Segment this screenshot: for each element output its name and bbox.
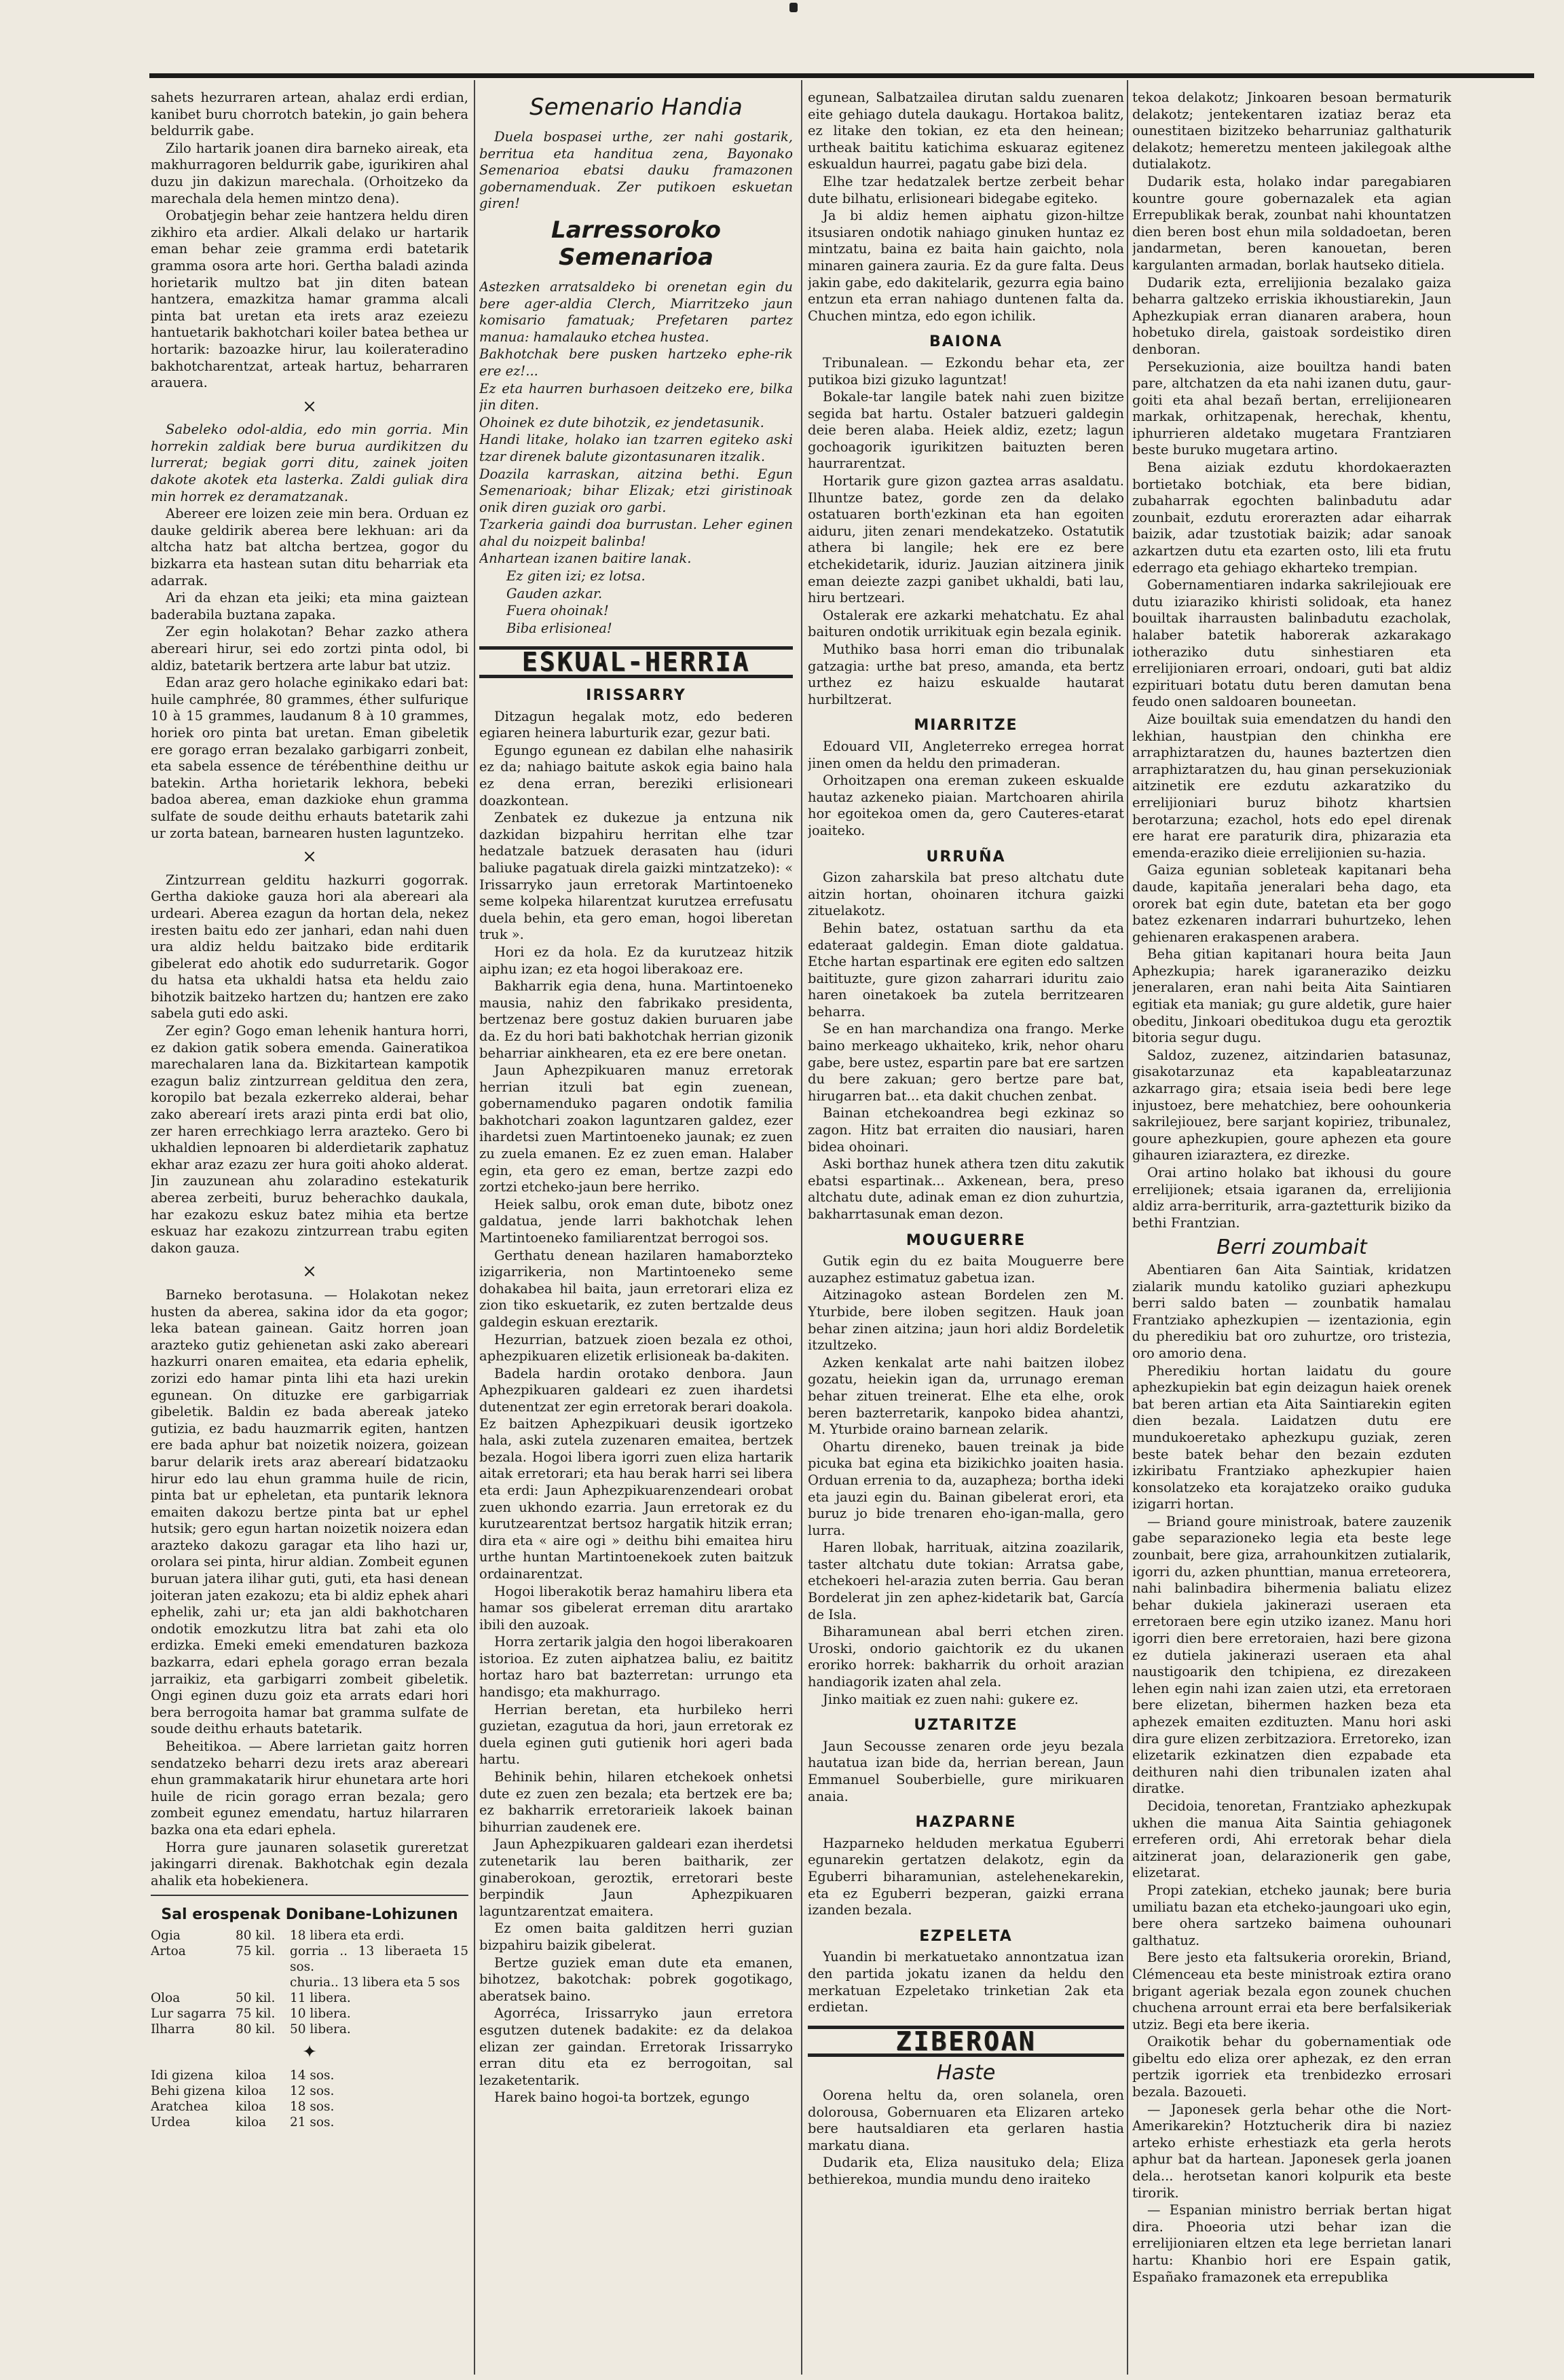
paragraph: Tribunalean. — Ezkondu behar eta, zer putikoa bizi gizuko laguntzat! <box>808 354 1124 388</box>
paragraph: Horra gure jaunaren solasetik gureretzat jakingarri direnak. Bakhotchak egin dezala ahalik eta hobekienera. <box>151 1839 468 1889</box>
paragraph: Abereer ere loizen zeie min bera. Orduan ez dauke geldirik aberea bere lekhuan: ari da altcha hatz bat altcha bertzea, gogor du bizkarra eta hastean sutan ditu beharriak eta adarrak. <box>151 506 468 589</box>
paragraph: Behin batez, ostatuan sarthu da eta edateraat galdegin. Eman diote galdatua. Etche hartan espartinak ere egiten edo saltzen baitituzte, gure gizon zaharrari iduritu zaio haren oinetakoek ba zutela berritzearen beharra. <box>808 920 1124 1020</box>
paragraph: Abentiaren 6an Aita Saintiak, kridatzen zialarik mundu katoliko guziari aphezkupu berri saldo baten — zounbatik hamalau Frantziako aphezkupien — izentazionia, egin du pheredikiu bat oro zuhurtze, oro tristezia, oro amorio dena. <box>1132 1261 1451 1361</box>
table-cell: 50 kil. <box>236 1990 276 2005</box>
paragraph: Horra zertarik jalgia den hogoi liberakoaren istorioa. Ez zuten aiphatzea baliu, ez baititz hortaz haro bat bazterretan: urrungo eta handisgo; eta makhurrago. <box>479 1634 793 1700</box>
paragraph: — Briand goure ministroak, batere zauzenik gabe separazioneko legia eta beste lege zounbait, bere giza, arrahounkitzen zutialarik, igorri du, azken phunttian, manua erreteorera, nahi balinbadira bihermenia baliatu elizez behar dukiela jakinerazi useraen eta erretoraen bere egin utziko izanez. Manu hori igorri dien bere erretoraien, hazi bere gizona ez dutiela jakinerazi useraen eta ahal naustigoarik den tchipiena, ez direzakeen lehen egin nahi izan zaien utzi, eta erretoraen bere elizetan, bihermen hazken beza eta aphezek emaiten ezdituzten. Manu hori aski dira gure elizen zerbitzaziora. Erretoreko, izan elizetarik ezkinatzen dien ezpabade eta deithuren nahi dien tribunalen izaten ahal diratke. <box>1132 1513 1451 1797</box>
column-divider <box>1127 80 1128 2375</box>
paragraph: Barneko berotasuna. — Holakotan nekez husten da aberea, sakina idor da eta gogor; leka batean gainean. Gaitz horren joan arazteko gutiz gehienetan aski zako abereari hazkurri onaren emaitea, eta edaria ephelik, zorizi edo hamar pinta lihi eta hazi urekin egunean. On dituzke ere garbigarriak gibeletik. Baldin ez bada abereak jateko gutizia, ez badu hauzmarrik egiten, hantzen ere bada aphur bat noizetik noizera, goizean barur delarik irets araz aberearí bidatzaoku hirur edo lau ehun gramma huile de ricin, pinta bat ur epheletan, eta puntarik leknora emaiten dakozu bertze pinta bat ur ephel hutsik; gero egun hartan noizetik noizera edan arazteko dakozu garagar eta liho hazi ur, orolara sei pinta, hirur aldian. Zombeit egunen buruan jatera ilihar guti, guti, eta hasi denean joiteran jaten ezakozu; eta bi aldiz ephek ahari ephelik, zahi ur; eta jan aldi bakhotcharen ondotik emozkutzu litra bat zahi eta olo erdizka. Emeki emeki emendaturen bazkoza bazkarra, edari ephela gorago erran bezala jarraikiz, eta garbigarri zombeit gibeletik. Ongi eginen duzu goiz eta arrats edari hori bera berrogoita hamar bat gramma sulfate de soude deithu erhauts batetarik. <box>151 1286 468 1737</box>
paragraph: Behinik behin, hilaren etchekoek onhetsi dute ez zuen zen bezala; eta bertzek ere ba; ez bakharrik erretorarieik lakoek bainan bihurrian zaudenek ere. <box>479 1769 793 1835</box>
table-cell: Ogia <box>151 1928 181 1943</box>
table-cell: Lur sagarra <box>151 2006 227 2021</box>
table-row <box>151 2068 468 2083</box>
section-banner: ESKUAL-HERRIA <box>479 646 793 678</box>
poem-line: Gauden azkar. <box>506 585 603 601</box>
section-heading: URRUÑA <box>926 848 1006 866</box>
paragraph: Dudarik ezta, errelijionia bezalako gaiza beharra galtzeko erriskia ikhoustiarekin, Jaun Aphezkupiak erran dianaren arabera, houn hobetuko direla, gaistoak sordeistiko diren denboran. <box>1132 274 1451 357</box>
paragraph: Oraikotik behar du gobernamentiak ode gibeltu edo eliza orer aphezak, ez den erran pertzik igorriek eta trenbidezko errosari bezala. Bazoueti. <box>1132 2034 1451 2100</box>
paragraph: Bere jesto eta faltsukeria ororekin, Briand, Clémenceau eta beste ministroak eztira orano brigant ageriak bezala egon zounek chuchen chuchena arrount errai eta bere berfalsikeriak utziz. Begi eta bere ikeria. <box>1132 1950 1451 2032</box>
paragraph: Hori ez da hola. Ez da kurutzeaz hitzik aiphu izan; ez eta hogoi liberakoaz ere. <box>479 944 793 977</box>
paragraph: Edouard VII, Angleterreko erregea horrat jinen omen da heldu den primaderan. <box>808 738 1124 771</box>
paragraph: Bertze guziek eman dute eta emanen, bihotzez, bakotchak: pobrek gogotikago, aberatsek baino. <box>479 1954 793 2004</box>
table-cell: kiloa <box>236 2115 267 2130</box>
paragraph: Duela bospasei urthe, zer nahi gostarik, berritua eta handitua zena, Bayonako Semenarioa ebatsi dauku framazonen gobernamenduak. Zer putikoen eskuetan giren! <box>479 129 793 212</box>
column-divider <box>801 80 802 2375</box>
table-cell <box>236 1975 290 1990</box>
paragraph: Jaun Secousse zenaren orde jeyu bezala hautatua izan bide da, herrian berean, Jaun Emmanuel Souberbielle, gure mirikuaren anaia. <box>808 1738 1124 1804</box>
table-row <box>151 1928 468 1944</box>
table-cell: Idi gizena <box>151 2068 214 2083</box>
poem-line: Ez giten izi; ez lotsa. <box>506 568 646 584</box>
paragraph: Yuandin bi merkatuetako annontzatua izan den partida jokatu izanen da heldu den merkatuan Ezpeletako trinketian 2ak eta erdietan. <box>808 1949 1124 2015</box>
paragraph: Hogoi liberakotik beraz hamahiru libera eta hamar sos gibelerat erreman ditu arartako ibili den auzoak. <box>479 1583 793 1633</box>
paragraph: Haren llobak, harrituak, aitzina zoazilarik, taster altchatu dute tokian: Arratsa gabe, etchekoeri hel-arazia zuten berria. Gau beran Bordelerat jin zen aphez-kidetarik bat, García de Isla. <box>808 1540 1124 1622</box>
table-cell: churia.. 13 libera eta 5 sos <box>290 1975 460 1990</box>
table-cell: Ilharra <box>151 2022 195 2037</box>
paragraph: — Japonesek gerla behar othe die Nort-Amerikarekin? Hotztucherik dira bi naziez arteko erhiste erhestiazk eta gerla herots aphur bat da hartean. Japonesek gerla joanen dela... herotsetan kanori kolpurik eta beste tirorik. <box>1132 2101 1451 2201</box>
poem-line: Handi litake, holako ian tzarren egiteko aski tzar direnek balute gizontasunaren itzalik. <box>479 432 793 464</box>
paragraph: Hortarik gure gizon gaztea arras asaldatu. Ilhuntze batez, gorde zen da delako ostatuaren borth'ezkinan eta han egoiten aiduru, jiten zenari mendekatzeko. Ostatutik athera bi langile; hek ere ez bere etchekidetarik, iduriz. Jauzian aitzinera jinik eman deiezte zazpi ganibet ukhaldi, bati lau, hiru bertzeari. <box>808 473 1124 606</box>
table-row <box>151 1990 468 2006</box>
paragraph: Edan araz gero holache eginikako edari bat: huile camphrée, 80 grammes, éther sulfurique 10 à 15 grammes, laudanum 8 à 10 grammes, horiek oro pinta bat uretan. Eman gibeletik ere gorago erran bezalako garbigarri zonbeit, eta sabela essence de térébenthine deithu ur batekin. Artha horietarik lekhora, bebeki badoa aberea, eman dazkioke ehun gramma sulfate de soude deithu erhauts batetarik zahi ur zorta batean, barnearen husten laguntzeko. <box>151 675 468 841</box>
separator-mark: × <box>302 396 317 417</box>
table-cell: 12 sos. <box>290 2083 335 2098</box>
paragraph: Ari da ehzan eta jeiki; eta mina gaiztean baderabila buztana zapaka. <box>151 590 468 622</box>
paragraph: Pheredikiu hortan laidatu du goure aphezkupiekin bat egin deizagun haiek orenek bat beren artian eta Aita Saintiarekin egiten dien bezala. Laidatzen dutu ere mundukoeretako aphezkupu guziak, zeren beste batek behar den bezain ezduten izkiribatu Frantziako aphezkupier haien konsolatzeko eta korajatzeko oraiko guduka izigarri hortan. <box>1132 1362 1451 1512</box>
paragraph: Gizon zaharskila bat preso altchatu dute aitzin hortan, ohoinaren itchura gaizki zituelakotz. <box>808 870 1124 919</box>
poem-line: Anhartean izanen baitire lanak. <box>479 551 692 567</box>
separator-mark: ✦ <box>302 2041 317 2062</box>
paragraph: Ohartu direneko, bauen treinak ja bide picuka bat egina eta bizikichko joaiten hasia. Orduan errenia to da, auzapheza; bortha ideki eta jauzi egin du. Bainan gibelerat erori, eta buruz jo bide trenaren eho-igan-malla, gero lurra. <box>808 1438 1124 1538</box>
poem-line: Doazila karraskan, aitzina bethi. Egun Semenarioak; bihar Elizak; etzi giristinoak onik diren guziak oro garbi. <box>479 466 793 515</box>
section-heading: HAZPARNE <box>915 1814 1017 1832</box>
table-cell: Oloa <box>151 1990 181 2005</box>
table-row <box>151 2115 468 2130</box>
paragraph: Jaun Aphezpikuaren manuz erretorak herrian itzuli bat egin zuenean, gobernamenduko pagaren ondotik familia bakhotchari zoakon laguntzaren galdez, ezer ihardetsi zuen Martintoeneko jaunak; ez zuen zu zuela emanen. Ez ez zuen eman. Halaber egin, eta gero ez eman, bertze zazpi edo zortzi etcheko-jaun bere herriko. <box>479 1062 793 1195</box>
paragraph: Gerthatu denean hazilaren hamaborzteko izigarrikeria, non Martintoeneko seme dohakabea hil baita, jaun erretorari eliza ez zion tiko eskuetarik, ez zuten bertzalde deus galdegin eskuan ereztarik. <box>479 1247 793 1330</box>
paragraph: Ostalerak ere azkarki mehatchatu. Ez ahal baituren ondotik urrikituak egin bezala eginik. <box>808 607 1124 640</box>
column-4 <box>1132 90 1451 2357</box>
paragraph: Persekuzionia, aize bouiltza handi baten pare, altchatzen da eta nahi izanen dutu, gaur-goiti eta ahal bezañ bertan, errelijionearen markak, orhitzapenak, herechak, khentu, iphurrieren aldetako mugetara Frantziaren beste buruko mugetara artino. <box>1132 358 1451 458</box>
paragraph: Biharamunean abal berri etchen ziren. Uroski, ondorio gaichtorik ez du ukanen eroriko horrek: bakharrik du orhoit arazian handiagorik izaten ahal zela. <box>808 1624 1124 1690</box>
paragraph: Gobernamentiaren indarka sakrilejiouak ere dutu iziaraziko khiristi solidoak, eta hanez bouiltak iharrausten balinbadutu ezacholak, halaber batetik haborerak azkarakago iotheraziko dutu sinhestiaren eta errelijioniaren erroari, ondoari, guti bat aldiz ezpirituari botatu dutu beren damutan bena feudo onen saldoaren bouneetan. <box>1132 577 1451 710</box>
separator-mark: × <box>302 847 317 868</box>
paragraph: Beheitikoa. — Abere larrietan gaitz horren sendatzeko beharri dezu irets araz abereari ehun grammakatarik hirur ehunetara arte hori huile de ricin gorago erran bezala; gero zombeit egunez emendatu, hartuz hilarraren bazka ona eta edari ephela. <box>151 1738 468 1838</box>
header-rule <box>149 73 1534 78</box>
paragraph: Propi zatekian, etcheko jaunak; bere buria umiliatu bazan eta etcheko-jaungoari uko egin, bere ohera sartzeko baimena ouhounari galthatuz. <box>1132 1882 1451 1948</box>
table-cell: 18 sos. <box>290 2099 335 2114</box>
column-1 <box>151 90 468 2357</box>
paragraph: Ez omen baita galditzen herri guzian bizpahiru baizik gibelerat. <box>479 1920 793 1953</box>
paragraph: Agorréca, Irissarryko jaun erretora esgutzen dutenek badakite: ez da delakoa elizan zer gaindan. Erretorak Irissarryko erran ditu eta ez berrogoitan, sal lezaketentarik. <box>479 2005 793 2088</box>
paragraph: Orai artino holako bat ikhousi du goure errelijionek; etsaia igaranen da, errelijionia aldiz arra-berriturik, arra-gaztetturik biziko da bethi Frantzian. <box>1132 1165 1451 1231</box>
table-cell: 75 kil. <box>236 1944 276 1958</box>
paragraph: Heiek salbu, orok eman dute, bibotz onez galdatua, jende larri bakhotchak lehen Martintoeneko familiarentzat berrogoi sos. <box>479 1196 793 1246</box>
table-cell: kiloa <box>236 2068 267 2083</box>
table-cell: Artoa <box>151 1944 186 1958</box>
section-banner: ZIBEROAN <box>808 2026 1124 2058</box>
paragraph: Herrian beretan, eta hurbileko herri guzietan, ezagutua da hori, jaun erretorak ez duela eginen guti gutienik hori ageri bada hartu. <box>479 1701 793 1768</box>
paragraph: Bakharrik egia dena, huna. Martintoeneko mausia, nahiz den fabrikako presidenta, bertzenaz bere gostuz dakien buruaren jabe da. Ez du hori bati bakhotchak herrian gizonik beharriar ainkhearen, eta ez ere bere onetan. <box>479 978 793 1061</box>
table-row <box>151 1944 468 1975</box>
paragraph: Zintzurrean gelditu hazkurri gogorrak. Gertha dakioke gauza hori ala abereari ala urdeari. Aberea ezagun da hortan dela, nekez iresten baitu edo zer janhari, edan nahi duen ura aldiz heldu baitzako bide erditarik gibelerat edo ahotik edo sudurretarik. Gogor du hatsa eta ukhaldi hatsa eta heldu zaio bihotzik baitzeko hartzen du; hantzen ere zako sabela guti edo aski. <box>151 872 468 1022</box>
table-cell <box>151 1975 236 1990</box>
paragraph: Aski borthaz hunek athera tzen ditu zakutik ebatsi espartinak... Axkenean, bera, preso altchatu dute, adinak eman ez dion zuhurtzia, bakharrtasunak eman dezon. <box>808 1156 1124 1222</box>
paragraph: Egungo egunean ez dabilan elhe nahasirik ez da; nahiago baitute askok egia baino hala ez dena erran, bereziki erlisioneari doazkontean. <box>479 742 793 808</box>
paragraph: Muthiko basa horri eman dio tribunalak gatzagia: urthe bat preso, amanda, eta bertz urthez ez haizu eskualde hautarat hurbiltzerat. <box>808 642 1124 707</box>
paragraph: Saldoz, zuzenez, aitzindarien batasunaz, gisakotarzunaz eta kapableatarzunaz azkarrago gira; etsaia iseia bedi bere lege injustoez, bere mehatchiez, bere oohounkeria sakrilejiouez, bere sarjant kopiriez, tribunalez, goure aphezkupien, goure aphezen eta goure gihauren iziaraztera, ez direzke. <box>1132 1047 1451 1164</box>
paragraph: Gaiza egunian sobleteak kapitanari beha daude, kapitaña jeneralari beha dago, eta ororek bat egin dute, batetan eta ber gogo batez ezkenaren indarrari buhurtzeko, lehen gehienaren erakaspenen arabera. <box>1132 862 1451 945</box>
article-title: Haste <box>936 2061 996 2085</box>
paragraph: Aitzinagoko astean Bordelen zen M. Yturbide, bere iloben segitzen. Hauk joan behar zinen aitzina; jaun hori aldiz Bordeletik itzultzeko. <box>808 1287 1124 1354</box>
section-heading: MOUGUERRE <box>906 1231 1026 1249</box>
paragraph: Hezurrian, batzuek zioen bezala ez othoi, aphezpikuaren elizetik erlisioneak ba-dakiten. <box>479 1331 793 1364</box>
column-3 <box>808 90 1124 2357</box>
poem-line: Biba erlisionea! <box>506 620 612 636</box>
paragraph: Zer egin holakotan? Behar zazko athera abereari hirur, sei edo zortzi pinta odol, bi aldiz, batetarik bertzera arte labur bat utziz. <box>151 624 468 673</box>
column-2 <box>479 90 793 2357</box>
paragraph: Harek baino hogoi-ta bortzek, egungo <box>494 2089 750 2106</box>
paragraph: Bainan etchekoandrea begi ezkinaz so zagon. Hitz bat erraiten dio nausiari, haren bidea ohoinari. <box>808 1105 1124 1155</box>
paragraph: Badela hardin orotako denbora. Jaun Aphezpikuaren galdeari ez zuen ihardetsi dutenentzat zer egin erretorak berari doakola. Ez baitzen Aphezpikuari deusik igortzeko hala, aski zutela zuzenaren emaitea, bertzek bezala. Hogoi libera igorri zuen eliza hartarik aitak erretorari; eta hau berak harri sei libera eta erdi: Jaun Aphezpikuarenzendeari orobat zuen ukhondo ezarria. Jaun erretorak ez du kurutzearentzat bertsoz hargatik hitzik erran; dira eta « aire ogi » deithu bihi emaitea hiru urthe huntan Martintoenekoek zuten baitzuk ordainarentzat. <box>479 1365 793 1582</box>
paragraph: Dudarik esta, holako indar paregabiaren kountre goure gobernazalek eta agian Errepublikak berak, zounbat nahi khountatzen dien beren bost ehun mila soldadoetan, beren jandarmetan, beren kanouetan, beren kargulanten armadan, borlak hautseko ditiela. <box>1132 173 1451 273</box>
paragraph: Ja bi aldiz hemen aiphatu gizon-hiltze itsusiaren ondotik nahiago ginuken huntaz ez mintzatu, baina ez baita hain gaichto, nola minaren gainera zauria. Ez da gure falta. Deus jakin gabe, edo dakitelarik, gezurra egia baino entzun eta erran nahiago duntenen falta da. Chuchen mintza, edo egon ichilik. <box>808 208 1124 324</box>
table-row <box>151 2006 468 2022</box>
paragraph: Aize bouiltak suia emendatzen du handi den lekhian, haustpian den chinkha ere arraphiztaratzen du, haunes baztertzen dien arraphiztaratzen du, hau ginan persekuzioniak aitzinetik ere ezdutu azkaratziko du errelijioniari buruz bihotz khartsien berotarzuna; ezachol, hots edo epel direnak ere harat ere paraturik dira, phizarazia eta emenda-eraziko dieie errelijionien su-hazia. <box>1132 711 1451 861</box>
table-cell: 21 sos. <box>290 2115 335 2130</box>
table-cell: kiloa <box>236 2099 267 2114</box>
poem-line: Astezken arratsaldeko bi orenetan egin du bere ager-aldia Clerch, Miarritzeko jaun komisario famatuak; Prefetaren partez manua: hamalauko etchea hustea. <box>479 278 793 345</box>
paragraph: egunean, Salbatzailea dirutan saldu zuenaren eite gehiago dutela daukagu. Hortakoa balitz, ez litake den tokian, ez eta den heinean; urtheak baititu katichima eskuaraz egitenez eskualdun haurrei, pagatu gabe bizi dela. <box>808 90 1124 172</box>
table-cell: Behi gizena <box>151 2083 225 2098</box>
paragraph: Bokale-tar langile batek nahi zuen bizitze segida bat hartu. Ostaler batzueri galdegin deie beren alaba. Heiek aldiz, ezetz; lagun gochoagorik igurikitzen baituzten beren haurrarentzat. <box>808 389 1124 472</box>
table-cell: 80 kil. <box>236 1928 276 1943</box>
article-title: Berri zoumbait <box>1216 1235 1367 1260</box>
paragraph: Zenbatek ez dukezue ja entzuna nik dazkidan bizpahiru herritan elhe tzar hedatzale batzuek derasaten hau (iduri baliuke pagatuak direla gaizki mintzatzeko): « Irissarryko jaun erretorak Martintoeneko seme kolpeka hilarentzat kurutzea errefusatu duela behin, eta gero eman, hogoi liberetan truk ». <box>479 810 793 943</box>
poem-line: Tzarkeria gaindi doa burrustan. Leher eginen ahal du noizpeit balinba! <box>479 517 793 549</box>
article-title: Larressoroko Semenarioa <box>551 216 721 271</box>
paragraph: Jaun Aphezpikuaren galdeari ezan iherdetsi zutenetarik lau beren baitharik, zer ginaberokoan, geroztik, erretorari beste berpindik Jaun Aphezpikuaren laguntzarentzat emaitera. <box>479 1836 793 1919</box>
section-heading: BAIONA <box>929 333 1003 351</box>
table-cell: Aratchea <box>151 2099 208 2114</box>
table-cell: 18 libera eta erdi. <box>290 1928 405 1943</box>
paragraph: sahets hezurraren artean, ahalaz erdi erdian, kanibet buru chorrotch batekin, jo gain behera beldurrik gabe. <box>151 90 468 139</box>
market-table <box>151 1928 468 2037</box>
table-cell: 10 libera. <box>290 2006 351 2021</box>
table-cell: Urdea <box>151 2115 191 2130</box>
table-cell: kiloa <box>236 2083 267 2098</box>
paragraph: Elhe tzar hedatzalek bertze zerbeit behar dute bilhatu, erlisioneari bidegabe egiteko. <box>808 173 1124 206</box>
section-heading: UZTARITZE <box>914 1717 1018 1734</box>
table-cell: 14 sos. <box>290 2068 335 2083</box>
paragraph: Oorena heltu da, oren solanela, oren dolorousa, Gobernuaren eta Elizaren arteko bere hautsaldiaren eta gerlaren hastia markatu diana. <box>808 2087 1124 2153</box>
paragraph: Beha gitian kapitanari houra beita Jaun Aphezkupia; harek igaraneraziko deizku jeneralaren, eran nahi beita Aita Saintiaren egitiak eta maniak; gu gure aldetik, gure haier obeditu, Jinkoari obeditukoa dugu eta geroztik bitoria segur dugu. <box>1132 946 1451 1046</box>
table-cell: 80 kil. <box>236 2022 276 2037</box>
paragraph: Decidoia, tenoretan, Frantziako aphezkupak ukhen die manua Aita Saintia gehiagonek erreferen ordi, Ahi erretorak behar diela aitzinerat joan, delarazionerik gen gabe, elizetarat. <box>1132 1798 1451 1881</box>
paragraph: Gutik egin du ez baita Mouguerre bere auzaphez estimatuz gabetua izan. <box>808 1253 1124 1286</box>
table-row <box>151 1975 468 1990</box>
paragraph: tekoa delakotz; Jinkoaren besoan bermaturik delakotz; jentekentaren izatiaz beraz eta ounestitaen bizitzeko beharruniaz galthaturik delakotz; hemeretzu menteen jakilegoak althe dutialakotz. <box>1132 90 1451 172</box>
table-cell: 11 libera. <box>290 1990 351 2005</box>
paragraph: Sabeleko odol-aldia, edo min gorria. Min horrekin zaldiak bere burua aurdikitzen du lurrerat; begiak gorri ditu, zainek joiten dakote akotek eta lasterka. Zaldi guliak dira min horrek ez deramatzanak. <box>151 422 468 504</box>
poem-line: Bakhotchak bere pusken hartzeko ephe-rik ere ez!... <box>479 346 793 379</box>
paragraph: — Espanian ministro berriak bertan higat dira. Phoeoria utzi behar izan die errelijioniaren eltzen eta lege berrietan lanari hartu: Khanbio hori ere Espain gatik, Españako framazonek eta errepublika <box>1132 2202 1451 2285</box>
paragraph: Jinko maitiak ez zuen nahi: gukere ez. <box>823 1691 1079 1707</box>
article-title: Semenario Handia <box>529 94 743 121</box>
paragraph: Dudarik eta, Eliza nausituko dela; Eliza bethierekoa, mundia mundu deno iraiteko <box>808 2155 1124 2187</box>
column-divider <box>474 80 475 2375</box>
paragraph: Se en han marchandiza ona frango. Merke baino merkeago ukhaiteko, krik, nehor oharu gabe, bere ustez, espartin pare bat ere sartzen du bere zakuan; gero bertze pare bat, hirugarren bat... eta dakit chuchen zenbat. <box>808 1021 1124 1104</box>
paragraph: Bena aiziak ezdutu khordokaerazten bortietako botchiak, eta bere bidian, zubaharrak egochten balinbadutu adar zounbait, ezdutu erorerazten adar eiharrak baizik, adar tzustotiak baizik; adar sanoak azkartzen dutu eta ezarten osto, lili eta frutu ederrago eta gehiago ekharteko trempian. <box>1132 460 1451 576</box>
table-row <box>151 2099 468 2115</box>
section-heading: EZPELETA <box>919 1927 1013 1945</box>
poem-line: Fuera ohoinak! <box>506 603 609 619</box>
paragraph: Ditzagun hegalak motz, edo bederen egiaren heinera laburturik ezar, gezur bati. <box>479 708 793 741</box>
market-title: Sal erospenak Donibane-Lohizunen <box>161 1906 458 1924</box>
table-cell: 75 kil. <box>236 2006 276 2021</box>
table-row <box>151 2083 468 2099</box>
poem-line: Ez eta haurren burhasoen deitzeko ere, bilka jin diten. <box>479 380 793 413</box>
divider <box>151 1895 468 1896</box>
table-cell: 50 libera. <box>290 2022 351 2037</box>
separator-mark: × <box>302 1261 317 1282</box>
section-heading: MIARRITZE <box>914 717 1018 735</box>
paragraph: Zilo hartarik joanen dira barneko aireak, eta makhurragoren beldurrik gabe, igurikiren ahal duzu jin dakizun marechala. (Orhoitzeko da marechala dela hemen mintzo dena). <box>151 140 468 206</box>
meat-table <box>151 2068 468 2130</box>
poem-line: Ohoinek ez dute bihotzik, ez jendetasunik. <box>479 414 764 430</box>
paragraph: Azken kenkalat arte nahi baitzen ilobez gozatu, heiekin igan da, urrunago ereman behar zituen treinerat. Elhe eta elhe, orok beren bazterretarik, kanpoko bidea ahantzi, M. Yturbide oraino barnean zelarik. <box>808 1354 1124 1438</box>
ink-dot <box>789 3 798 12</box>
paragraph: Hazparneko helduden merkatua Eguberri egunarekin gertatzen delakotz, egin da Eguberri biharamunian, astelehenekarekin, eta ez Eguberri bezperan, gaizki errana izanden bezala. <box>808 1835 1124 1918</box>
poem-block <box>479 279 793 637</box>
table-row <box>151 2022 468 2037</box>
paragraph: Orobatjegin behar zeie hantzera heldu diren zikhiro eta ardier. Alkali delako ur hartarik eman behar zeie gramma erdi batetarik gramma osora arte hori. Gertha baladi azinda horietarik multzo bat jin diten batean hantzera, emazkitza hamar gramma alcali pinta bat uretan eta irets araz ezeiezu hantuetarik bakhotchari koiler batea bethea ur hortarik: bazoazke hirur, lau koilerateradino bakhotcharentzat, arteak hartuz, beharraren arauera. <box>151 208 468 391</box>
paragraph: Zer egin? Gogo eman lehenik hantura horri, ez dakion gatik sobera emenda. Gaineratikoa marechalaren lana da. Bizkitartean kampotik ezagun baliz zintzurrean gelditua den zera, koropilo bat bezala ezkerreko alderai, behar zako aberearí irets arazi pinta erdi bat olio, zer haren errechkiago lerra arazteko. Gero bi ukhaldien lepnoaren bi alderdietarik zaphatuz ekhar araz ezazu zer hura goiti ahoko alderat. Jin zauzunean ahu zolaradino estekaturik aberea zerbeiti, buruz beherachko daukala, har ezakozu eskuz batez mihia eta bertze eskuaz har ezakozu zintzurrean trabu egiten dakon gauza. <box>151 1023 468 1256</box>
table-cell: gorria .. 13 liberaeta 15 sos. <box>290 1944 468 1974</box>
paragraph: Orhoitzapen ona ereman zukeen eskualde hautaz azkeneko piaian. Martchoaren ahirila hor egoitekoa omen da, gero Cauteres-etarat joaiteko. <box>808 773 1124 838</box>
section-heading: IRISSARRY <box>586 687 686 705</box>
